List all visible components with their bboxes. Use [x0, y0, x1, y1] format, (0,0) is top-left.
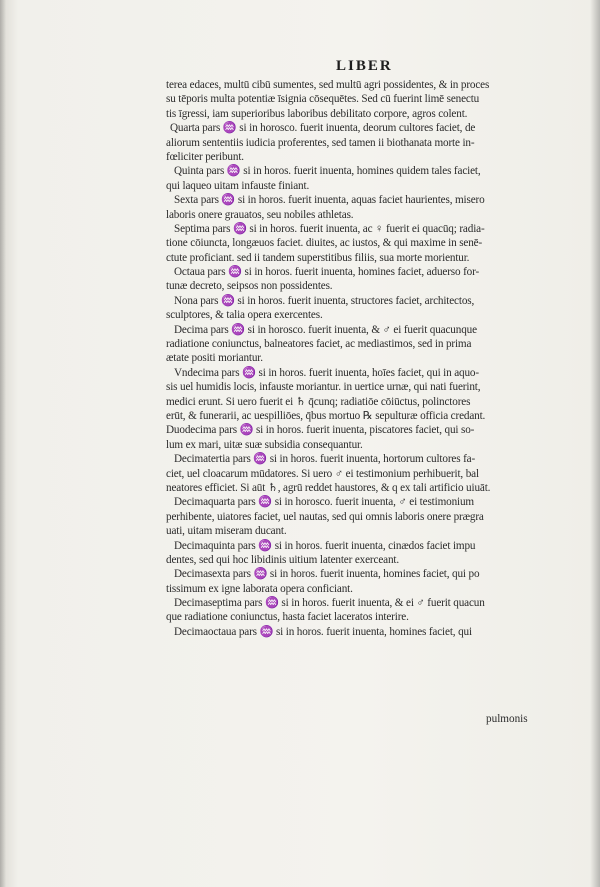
text-line: sis uel humidis locis, infauste moriantur. in uertice urnæ, qui nati fuerint, [166, 381, 481, 394]
text-line: dentes, sed qui hoc libidinis uitium latenter exerceant. [166, 553, 399, 566]
running-header: LIBER [336, 58, 393, 74]
text-line: tis īgressi, iam superioribus laboribus debilitato corpore, agros colent. [166, 107, 468, 120]
text-line: Octaua pars ♒ si in horos. fuerit inuenta, homines faciet, aduerso for- [174, 266, 480, 279]
edge-shadow [590, 0, 600, 887]
text-line: Vndecima pars ♒ si in horos. fuerit inuenta, hoīes faciet, qui in aquo- [174, 366, 479, 379]
body-text [166, 78, 546, 639]
text-line: Nona pars ♒ si in horos. fuerit inuenta, structores faciet, architectos, [174, 294, 475, 307]
text-line: fœliciter peribunt. [166, 150, 244, 163]
text-line: medici erunt. Si uero fuerit ei ♄ q̄cunq; radiatiōe cōiūctus, polinctores [166, 395, 471, 408]
text-line: ctute proficiant. sed ii tandem superstitibus filiis, sua morte morientur. [166, 251, 470, 264]
text-line: tunæ decreto, seipsos non possidentes. [166, 280, 333, 293]
catchword: pulmonis [486, 713, 528, 725]
text-line: Quarta pars ♒ si in horosco. fuerit inuenta, deorum cultores faciet, de [170, 122, 476, 135]
text-line: Duodecima pars ♒ si in horos. fuerit inuenta, piscatores faciet, qui so- [166, 424, 475, 437]
text-line: Decimaquinta pars ♒ si in horos. fuerit inuenta, cinædos faciet impu [174, 539, 476, 552]
gutter-shadow [0, 0, 6, 887]
text-line: tissimum ex igne laborata opera conficiant. [166, 582, 353, 595]
text-line: ætate positi moriantur. [166, 352, 263, 365]
text-line: tione cōiuncta, longæuos faciet. diuites, ac iustos, & qui maxime in senē- [166, 237, 483, 250]
text-line: uati, uitam miseram ducant. [166, 525, 287, 538]
text-line: erūt, & funerarii, ac uespilliōes, q̄bus mortuo ℞ sepulturæ officia credant. [166, 409, 486, 422]
text-line: Decimasexta pars ♒ si in horos. fuerit inuenta, homines faciet, qui po [174, 568, 480, 581]
text-line: ciet, uel cloacarum mūdatores. Si uero ♂ ei testimonium perhibuerit, bal [166, 467, 479, 480]
text-line: Sexta pars ♒ si in horos. fuerit inuenta, aquas faciet haurientes, misero [174, 194, 485, 207]
text-line: Quinta pars ♒ si in horos. fuerit inuenta, homines quidem tales faciet, [174, 165, 481, 178]
text-line: que radiatione coniunctus, hasta faciet laceratos interire. [166, 611, 409, 624]
text-line: neatores efficiet. Si aūt ♄, agrū reddet haustores, & q ex tali artificio uiuāt. [166, 481, 491, 494]
text-line: terea edaces, multū cibū sumentes, sed multū agri possidentes, & in proces [166, 79, 490, 91]
text-line: laboris onere grauatos, seu nobiles athletas. [166, 208, 354, 221]
text-line: qui laqueo uitam infauste finiant. [166, 179, 310, 192]
text-line: Decimaquarta pars ♒ si in horosco. fuerit inuenta, ♂ ei testimonium [174, 496, 474, 509]
text-line: Decimaseptima pars ♒ si in horos. fuerit inuenta, & ei ♂ fuerit quacun [174, 597, 485, 610]
text-line: su tēporis multa potentiæ īsignia cōsequētes. Sed cū fuerint limē senectu [166, 93, 480, 106]
text-line: radiatione coniunctus, balneatores faciet, ac mediastimos, sed in prima [166, 338, 472, 351]
text-line: Decima pars ♒ si in horosco. fuerit inuenta, & ♂ ei fuerit quacunque [174, 323, 477, 336]
text-line: sculptores, & talia opera exercentes. [166, 309, 323, 322]
text-line: aliorum sententiis iudicia proferentes, sed tamen ii biothanata morte in- [166, 136, 475, 149]
text-line: perhibente, uiatores faciet, uel nautas, sed qui omnis laboris onere prægra [166, 510, 484, 523]
text-line: lum ex mari, uitæ suæ subsidia consequantur. [166, 438, 363, 451]
text-line: Decimatertia pars ♒ si in horos. fuerit inuenta, hortorum cultores fa- [174, 453, 476, 466]
text-line: Septima pars ♒ si in horos. fuerit inuenta, ac ♀ fuerit ei quacūq; radia- [174, 222, 485, 235]
text-line: Decimaoctaua pars ♒ si in horos. fuerit inuenta, homines faciet, qui [174, 625, 472, 638]
